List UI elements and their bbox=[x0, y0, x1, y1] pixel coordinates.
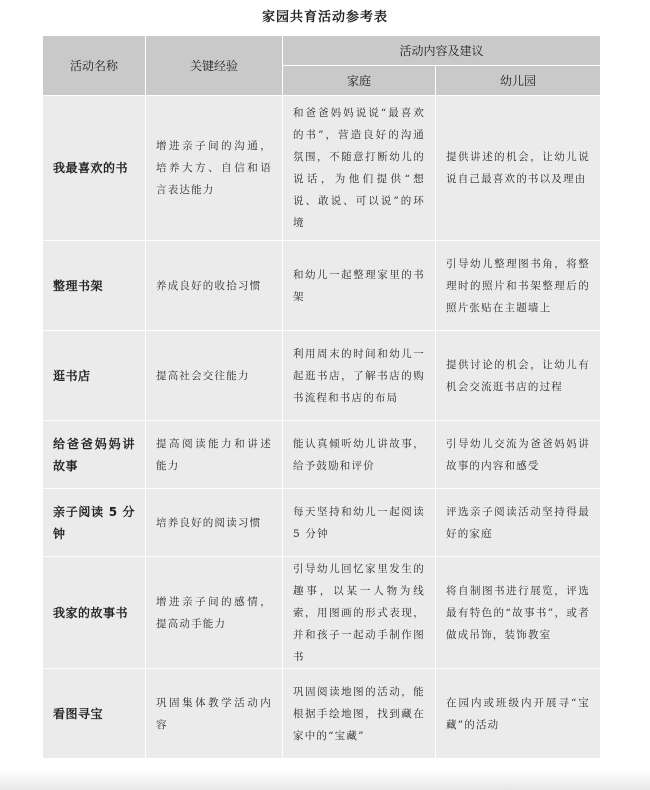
page-bottom-shade bbox=[0, 770, 650, 790]
table-row bbox=[43, 557, 601, 669]
table-row bbox=[43, 421, 601, 489]
header-key-experience: 关键经验 bbox=[146, 36, 283, 96]
activity-name-cell: 我最喜欢的书 bbox=[43, 96, 146, 241]
family-cell: 利用周末的时间和幼儿一起逛书店，了解书店的购书流程和书店的布局 bbox=[283, 331, 436, 421]
header-content-group: 活动内容及建议 bbox=[283, 36, 601, 66]
header-kindergarten: 幼儿园 bbox=[436, 66, 601, 96]
key-experience-cell: 巩固集体教学活动内容 bbox=[146, 669, 283, 759]
table-row bbox=[43, 96, 601, 241]
activity-name-cell: 我家的故事书 bbox=[43, 557, 146, 669]
kindergarten-cell: 将自制图书进行展览，评选最有特色的“故事书”，或者做成吊饰，装饰教室 bbox=[436, 557, 601, 669]
kindergarten-cell: 评选亲子阅读活动坚持得最好的家庭 bbox=[436, 489, 601, 557]
activity-name-cell: 给爸爸妈妈讲故事 bbox=[43, 421, 146, 489]
table-row bbox=[43, 669, 601, 759]
family-cell: 和幼儿一起整理家里的书架 bbox=[283, 241, 436, 331]
key-experience-cell: 增进亲子间的沟通，培养大方、自信和语言表达能力 bbox=[146, 96, 283, 241]
kindergarten-cell: 提供讨论的机会，让幼儿有机会交流逛书店的过程 bbox=[436, 331, 601, 421]
table-row bbox=[43, 489, 601, 557]
header-activity-name: 活动名称 bbox=[43, 36, 146, 96]
table-row bbox=[43, 241, 601, 331]
activity-name-cell: 亲子阅读 5 分钟 bbox=[43, 489, 146, 557]
kindergarten-cell: 在园内或班级内开展寻“宝藏”的活动 bbox=[436, 669, 601, 759]
family-cell: 能认真倾听幼儿讲故事，给予鼓励和评价 bbox=[283, 421, 436, 489]
table-row bbox=[43, 331, 601, 421]
activity-name-cell: 看图寻宝 bbox=[43, 669, 146, 759]
activity-name-cell: 逛书店 bbox=[43, 331, 146, 421]
page-title: 家园共育活动参考表 bbox=[261, 10, 388, 25]
kindergarten-cell: 提供讲述的机会，让幼儿说说自己最喜欢的书以及理由 bbox=[436, 96, 601, 241]
family-cell: 和爸爸妈妈说说“最喜欢的书”，营造良好的沟通氛围，不随意打断幼儿的说话，为他们提供“想说、敢说、可以说”的环境 bbox=[283, 96, 436, 241]
key-experience-cell: 提高社会交往能力 bbox=[146, 331, 283, 421]
family-cell: 引导幼儿回忆家里发生的趣事，以某一人物为线索，用图画的形式表现，并和孩子一起动手制作图书 bbox=[283, 557, 436, 669]
activity-table bbox=[42, 35, 601, 759]
family-cell: 每天坚持和幼儿一起阅读 5 分钟 bbox=[283, 489, 436, 557]
key-experience-cell: 增进亲子间的感情，提高动手能力 bbox=[146, 557, 283, 669]
kindergarten-cell: 引导幼儿交流为爸爸妈妈讲故事的内容和感受 bbox=[436, 421, 601, 489]
key-experience-cell: 提高阅读能力和讲述能力 bbox=[146, 421, 283, 489]
header-family: 家庭 bbox=[283, 66, 436, 96]
kindergarten-cell: 引导幼儿整理图书角，将整理时的照片和书架整理后的照片张贴在主题墙上 bbox=[436, 241, 601, 331]
family-cell: 巩固阅读地图的活动，能根据手绘地图，找到藏在家中的“宝藏” bbox=[283, 669, 436, 759]
activity-name-cell: 整理书架 bbox=[43, 241, 146, 331]
key-experience-cell: 养成良好的收拾习惯 bbox=[146, 241, 283, 331]
key-experience-cell: 培养良好的阅读习惯 bbox=[146, 489, 283, 557]
